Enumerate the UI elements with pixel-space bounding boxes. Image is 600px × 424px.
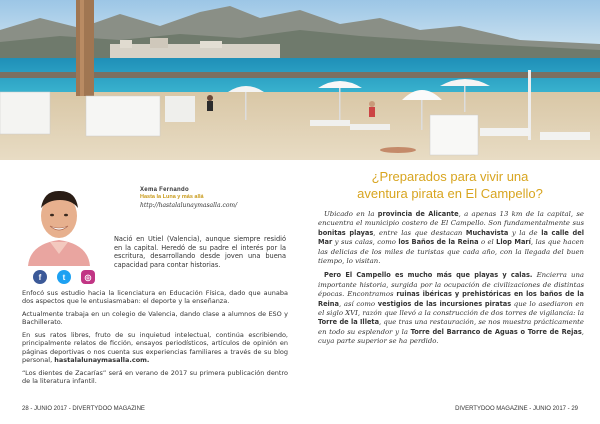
text-run: Ubicado en la: [324, 210, 378, 218]
bold-run: los Baños de la Reina: [398, 238, 479, 247]
bold-run: Llop Marí: [496, 238, 531, 247]
text-run: , las que hacen las delicias de los miles de turistas que cada año, con la llegada del buen tiempo, lo visitan.: [318, 238, 584, 266]
blog-link[interactable]: hastalalunaymasalla.com.: [54, 355, 150, 364]
author-url[interactable]: http://hastalalunaymasalla.com/: [140, 202, 238, 209]
text-run: que lo asediaron en el siglo XVI, razón que llevó a la construcción de dos torres de vigilancia: la: [318, 299, 584, 318]
text-run: , cuya parte superior se ha perdido.: [318, 327, 584, 346]
bio-paragraph: Enfocó sus estudio hacia la licenciatura en Educación Física, dado que aunaba dos aspectos que le entusiasmaban: el deporte y la enseñanza.: [22, 289, 288, 306]
article-title-line: ¿Preparados para vivir una: [371, 169, 529, 184]
author-photo: [20, 182, 98, 266]
text-run: Encierra una importante historia, surgida por la ocupación de civilizaciones de distintas épocas. Encontramos: [318, 271, 584, 299]
bio-intro: Nació en Utiel (Valencia), aunque siempre residió en la capital. Heredó de su padre el interés por la escritura, desarrollando desde joven una buena capacidad para contar historias.: [114, 235, 286, 269]
article-title: [300, 168, 600, 202]
bio-paragraph-text: En sus ratos libres, fruto de su inquietud intelectual, continúa escribiendo, principalmente relatos de ficción, ensayos periodísticos, artículos de opinión en páginas deportivas o nos cuenta sus experiencias familiares a través de su blog personal,: [22, 331, 288, 364]
author-name: Xema Fernando: [140, 187, 189, 193]
beach-photo: [0, 0, 600, 160]
author-blog-name: Hasta la Luna y más allá: [140, 194, 204, 200]
text-run: , a apenas 13 km de la capital, se encuentra el municipio costero de El Campello. Son fundamentalmente sus: [318, 210, 584, 228]
bold-run: bonitas playas: [318, 228, 374, 237]
bio-paragraph: “Los dientes de Zacarías” será en verano de 2017 su primera publicación dentro de la literatura infantil.: [22, 368, 288, 385]
article-title-line: aventura pirata en El Campello?: [357, 186, 543, 201]
text-run: , entre las que destacan: [373, 228, 466, 237]
article-body: [318, 210, 584, 352]
text-run: o el: [478, 238, 497, 247]
bio-body: [22, 289, 288, 390]
bold-run: provincia de Alicante: [377, 210, 459, 218]
bold-run: Torre del Barranco de Aguas o Torre de Rejas: [410, 327, 582, 336]
text-run: y la de: [508, 228, 542, 237]
left-page: [0, 160, 300, 424]
text-run: , que tras una restauración, se nos muestra prácticamente en todo su esplendor y la: [318, 318, 584, 336]
page-footer-right: DIVERTYDOO MAGAZINE - JUNIO 2017 - 29: [455, 406, 578, 412]
bold-run: ruinas ibéricas y prehistóricas en los baños de la Reina: [318, 290, 585, 308]
twitter-icon[interactable]: t: [57, 270, 71, 284]
text-run: y sus calas, como: [332, 238, 399, 247]
bold-run: la calle del Mar: [318, 228, 584, 247]
facebook-icon[interactable]: f: [33, 270, 47, 284]
bold-run: Torre de la Illeta: [318, 318, 380, 327]
bold-run: Pero El Campello es mucho más que playas y calas.: [324, 271, 533, 280]
social-icons: [33, 270, 95, 284]
article-paragraph: [318, 271, 584, 346]
instagram-icon[interactable]: ◎: [81, 270, 95, 284]
right-page: [300, 160, 600, 424]
page-footer-left: 28 - JUNIO 2017 - DIVERTYDOO MAGAZINE: [22, 406, 145, 412]
bold-run: Muchavista: [465, 228, 509, 237]
text-run: , así como: [338, 299, 378, 308]
bold-run: vestigios de las incursiones piratas: [377, 299, 512, 308]
author-info: [140, 187, 290, 209]
article-paragraph: [318, 210, 584, 266]
bio-paragraph: [22, 331, 288, 363]
bio-paragraph: Actualmente trabaja en un colegio de Valencia, dando clase a alumnos de ESO y Bachillerato.: [22, 310, 288, 327]
